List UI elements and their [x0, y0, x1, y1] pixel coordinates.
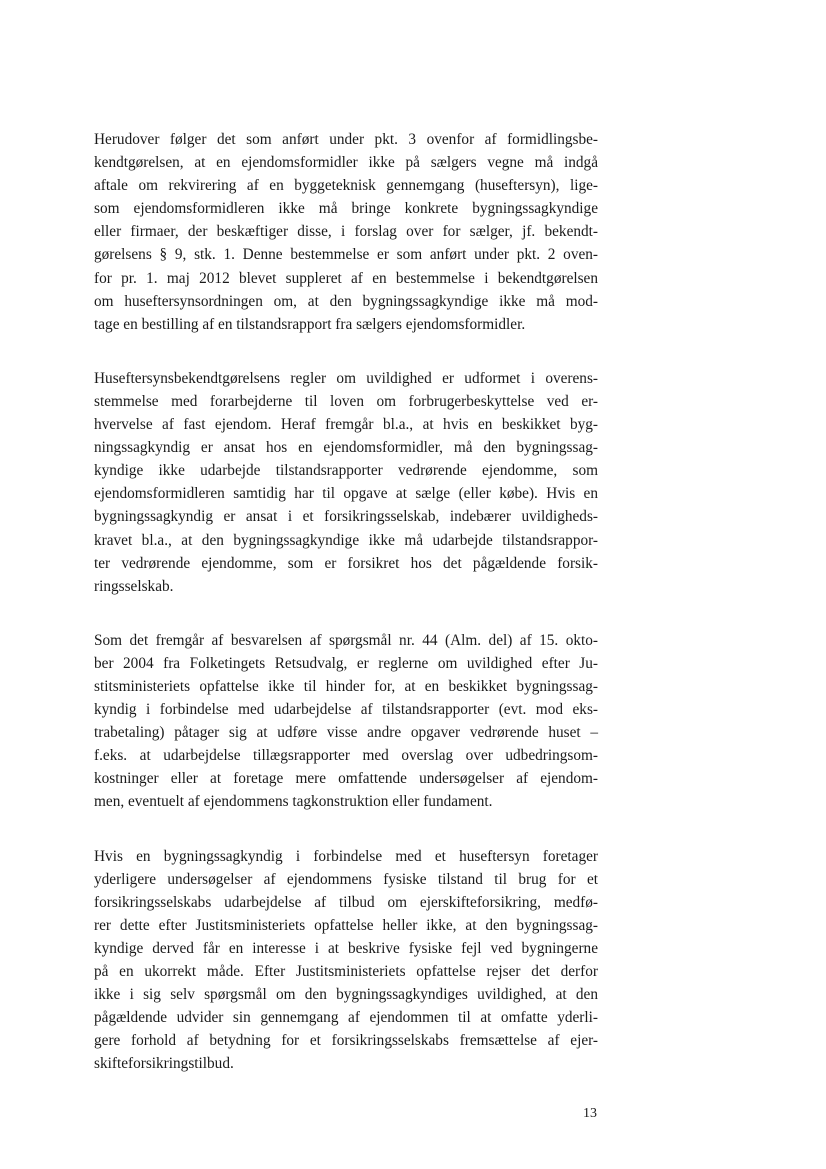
text-line: som ejendomsformidleren ikke må bringe konkrete bygningssagkyndige	[94, 200, 598, 218]
text-line: kendtgørelsen, at en ejendomsformidler ikke på sælgers vegne må indgå	[94, 154, 598, 172]
text-line: trabetaling) påtager sig at udføre visse andre opgaver vedrørende huset –	[94, 724, 598, 742]
paragraph-2	[94, 367, 598, 598]
text-line: kyndige ikke udarbejde tilstandsrapporter vedrørende ejendomme, som	[94, 462, 598, 480]
text-line: Herudover følger det som anført under pkt. 3 ovenfor af formidlingsbe-	[94, 131, 598, 148]
text-line: aftale om rekvirering af en byggeteknisk gennemgang (huseftersyn), lige-	[94, 177, 598, 195]
text-line: Huseftersynsbekendtgørelsens regler om uvildighed er udformet i overens-	[94, 369, 598, 387]
text-line: gørelsens § 9, stk. 1. Denne bestemmelse er som anført under pkt. 2 oven-	[94, 246, 598, 264]
text-line: men, eventuelt af ejendommens tagkonstruktion eller fundament.	[94, 793, 493, 811]
text-line: skifteforsikringstilbud.	[94, 1055, 234, 1073]
text-line: Hvis en bygningssagkyndig i forbindelse med et huseftersyn foretager	[94, 847, 598, 865]
page-number: 13	[583, 1106, 597, 1121]
text-line: stitsministeriets opfattelse ikke til hinder for, at en beskikket bygningssag-	[94, 677, 598, 695]
text-line: forsikringsselskabs udarbejdelse af tilbud om ejerskifteforsikring, medfø-	[94, 893, 598, 911]
paragraph-4	[94, 845, 598, 1076]
text-line: bygningssagkyndig er ansat i et forsikringsselskab, indebærer uvildigheds-	[94, 508, 598, 526]
text-line: tage en bestilling af en tilstandsrapport fra sælgers ejendomsformidler.	[94, 315, 526, 333]
text-line: ningssagkyndig er ansat hos en ejendomsformidler, må den bygningssag-	[94, 439, 598, 457]
paragraph-3	[94, 629, 598, 814]
text-line: ejendomsformidleren samtidig har til opgave at sælge (eller købe). Hvis en	[94, 485, 598, 503]
text-line: om huseftersynsordningen om, at den bygningssagkyndige ikke må mod-	[94, 292, 598, 310]
text-line: f.eks. at udarbejdelse tillægsrapporter med overslag over udbedringsom-	[94, 747, 598, 765]
text-line: eller firmaer, der beskæftiger disse, i forslag over for sælger, jf. bekendt-	[94, 223, 598, 241]
text-line: på en ukorrekt måde. Efter Justitsministeriets opfattelse rejser det derfor	[94, 963, 598, 980]
text-line: pågældende udvider sin gennemgang af ejendommen til at omfatte yderli-	[94, 1009, 598, 1027]
text-line: ter vedrørende ejendomme, som er forsikret hos det pågældende forsik-	[94, 554, 598, 572]
text-line: stemmelse med forarbejderne til loven om forbrugerbeskyttelse ved er-	[94, 392, 598, 410]
text-line: for pr. 1. maj 2012 blevet suppleret af en bestemmelse i bekendtgørelsen	[94, 269, 598, 287]
text-line: rer dette efter Justitsministeriets opfattelse heller ikke, at den bygningssag-	[94, 916, 598, 934]
text-line: kyndige derved får en interesse i at beskrive fysiske fejl ved bygningerne	[94, 939, 598, 957]
text-line: ikke i sig selv spørgsmål om den bygningssagkyndiges uvildighed, at den	[94, 986, 598, 1004]
document-body	[94, 128, 598, 1106]
text-line: ringsselskab.	[94, 577, 174, 595]
text-line: kravet bl.a., at den bygningssagkyndige ikke må udarbejde tilstandsrappor-	[94, 531, 598, 549]
text-line: gere forhold af betydning for et forsikringsselskabs fremsættelse af ejer-	[94, 1032, 598, 1050]
text-line: kostninger eller at foretage mere omfattende undersøgelser af ejendom-	[94, 770, 598, 788]
text-line: hvervelse af fast ejendom. Heraf fremgår bl.a., at hvis en beskikket byg-	[94, 416, 598, 434]
text-line: ber 2004 fra Folketingets Retsudvalg, er reglerne om uvildighed efter Ju-	[94, 654, 598, 672]
text-line: kyndig i forbindelse med udarbejdelse af tilstandsrapporter (evt. mod eks-	[94, 701, 598, 719]
text-line: yderligere undersøgelser af ejendommens fysiske tilstand til brug for et	[94, 870, 598, 888]
paragraph-1	[94, 128, 598, 336]
text-line: Som det fremgår af besvarelsen af spørgsmål nr. 44 (Alm. del) af 15. okto-	[94, 631, 598, 649]
